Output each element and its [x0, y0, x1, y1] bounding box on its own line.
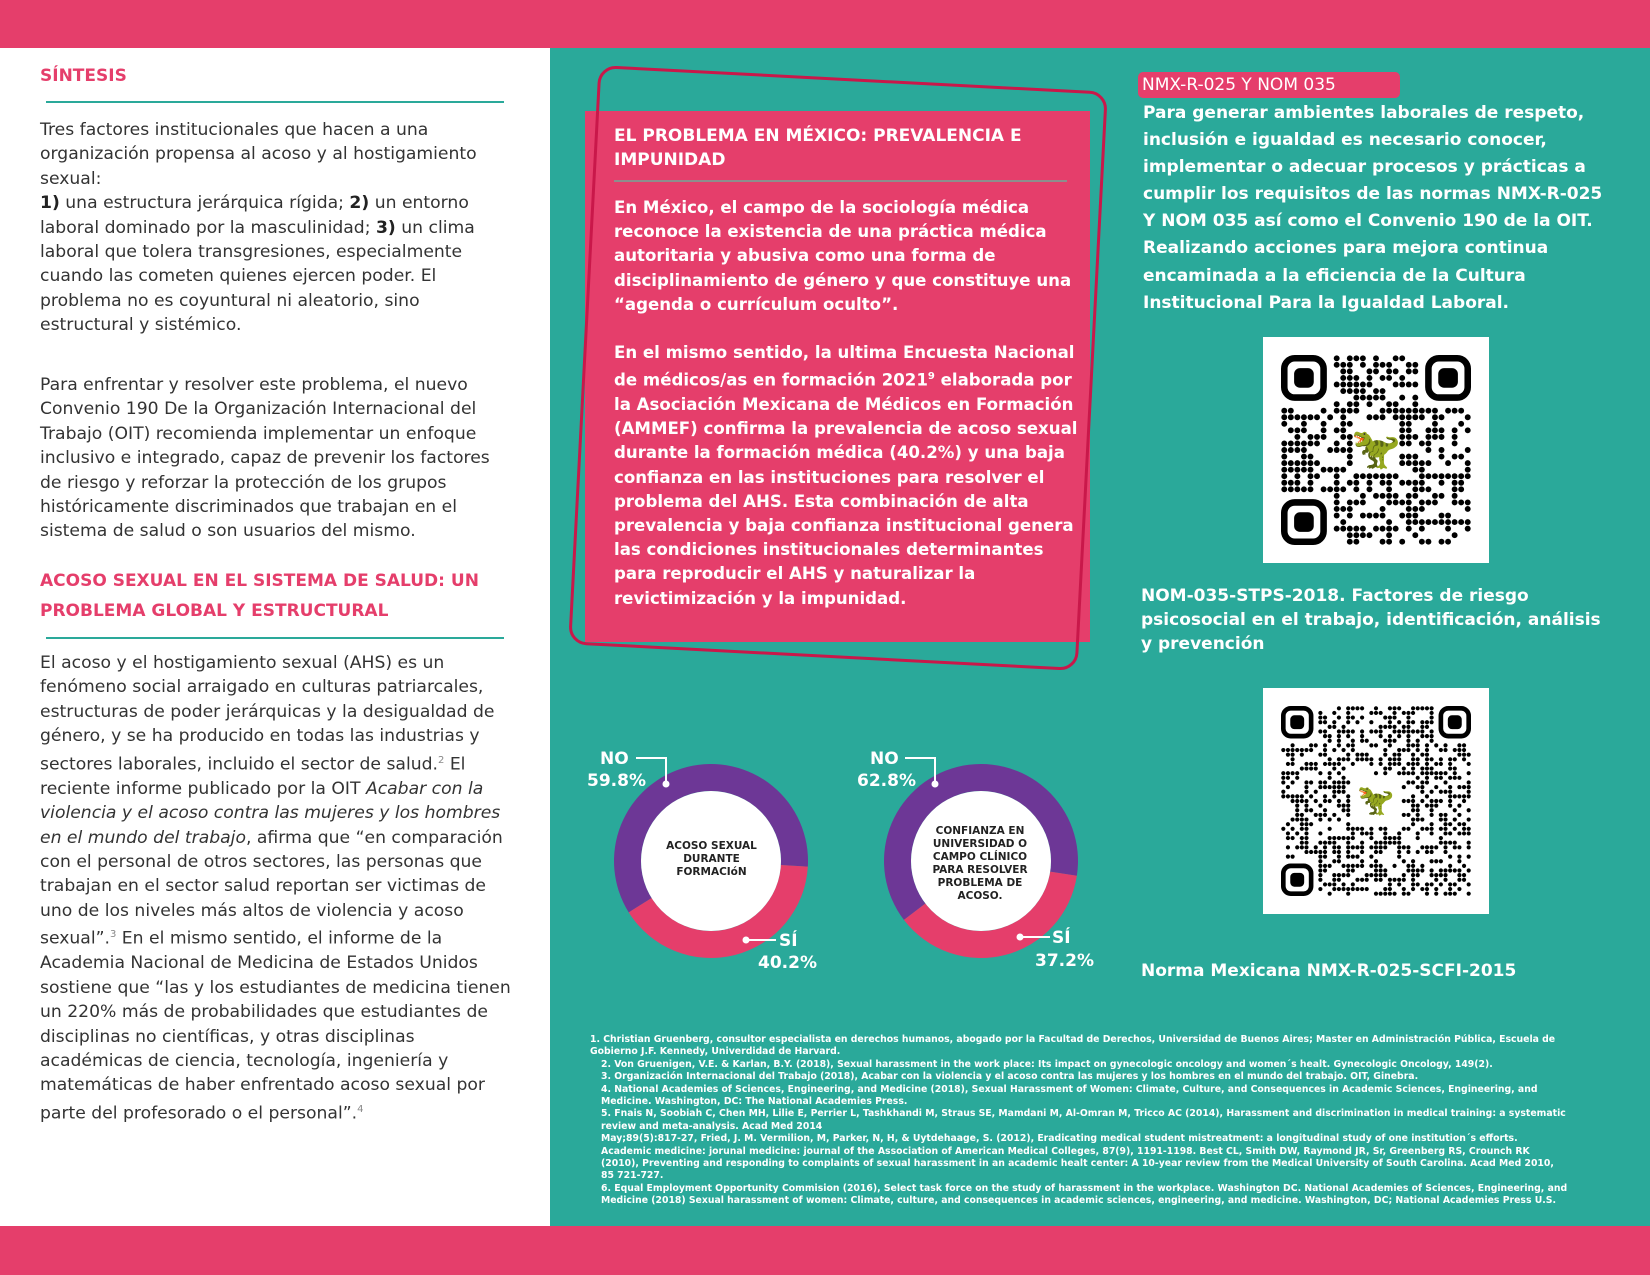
donut-si-value-acoso: 40.2% [758, 953, 817, 973]
qr-finder-pattern [1428, 358, 1467, 397]
footnote-ref-3: 3 [109, 929, 117, 941]
donut-si-value-confianza: 37.2% [1035, 951, 1094, 971]
problem-card-paragraph-1: En México, el campo de la sociología médica reconoce la existencia de una práctica médica autoritaria y abusiva como una forma de disciplinamiento de género y que constituye una “agenda o currículum oculto”. [614, 198, 1072, 314]
qr-code-nom035-graphic [1263, 337, 1489, 563]
norm-tag: NMX-R-025 Y NOM 035 [1138, 72, 1400, 98]
factor-2-number: 2) [349, 193, 370, 214]
acoso-title [40, 566, 479, 626]
references-list [590, 1034, 1570, 1208]
donut-no-value-acoso: 59.8% [587, 771, 646, 791]
qr-finder-pattern [1441, 708, 1469, 736]
qr-finder-pattern [1283, 866, 1311, 894]
donut-si-category-acoso: SÍ [779, 931, 798, 951]
qr-code-nmx025-graphic [1263, 688, 1489, 914]
sintesis-rule [46, 101, 504, 103]
sintesis-intro: Tres factores institucionales que hacen a una organización propensa al acoso y al hostigamiento sexual: [40, 120, 477, 189]
dino-icon: 🦖 [1351, 426, 1401, 472]
donut-center-label-confianza: CONFIANZA EN UNIVERSIDAD O CAMPO CLÍNICO PARA RESOLVER PROBLEMA DE ACOSO. [932, 825, 1028, 902]
factor-3-text: un clima laboral que tolera transgresiones, especialmente cuando las cometen quienes ejercen poder. El problema no es coyuntural ni aleatorio, sino estructural y sistémico. [40, 217, 475, 336]
reference-item: 3. Organización Internacional del Trabajo (2018), Acabar con la violencia y el acoso contra las mujeres y los hombres en el mundo del trabajo. OIT, Ginebra. [601, 1071, 1419, 1083]
acoso-title-line-1: ACOSO SEXUAL EN EL SISTEMA DE SALUD: UN [40, 571, 479, 591]
reference-item: 6. Equal Employment Opportunity Commision (2016), Select task force on the study of harassment in the workplace. Washington DC. National Academies of Sciences, Engineering, and Medicine (2018) Sexual harassment of women: Climate, culture, and consequences in academic sciences, engineering, and medicine. Washington, DC; National Academies Press U.S. [601, 1182, 1568, 1207]
acoso-paragraph [40, 651, 515, 1126]
acoso-text-c: , afirma que “en comparación con el personal de otros sectores, las personas que trabajan en el sector salud reportan ser victimas de uno de los niveles más altos de violencia y acoso sexual”. [40, 827, 503, 949]
donut-si-category-confianza: SÍ [1052, 928, 1071, 948]
sintesis-title: SÍNTESIS [40, 66, 127, 86]
qr-finder-pattern [1283, 708, 1311, 736]
footnote-ref-4: 4 [357, 1103, 364, 1115]
reference-item: May;89(5):817-27, Fried, J. M. Vermilion, M, Parker, N, H, & Uytdehaage, S. (2012), Eradicating medical student mistreatment: a longitudinal study of one institution´s efforts. Academic medicine: jorunal medicine: journal of the Association of American Medical Colleges, 87(9), 1191-1198. Best CL, Smith DW, Raymond JR, Sr, Greenberg RS, Crounch RK (2010), Preventing and responding to complaints of sexual harassment in an academic healt center: A 10-year review from the Medical University of South Carolina. Acad Med 2010, 85 721-727. [601, 1133, 1554, 1182]
qr-code-nom035[interactable] [1263, 337, 1489, 563]
donut-no-category-acoso: NO [600, 749, 629, 769]
donut-center-label-acoso: ACOSO SEXUAL DURANTE FORMACIóN [666, 840, 757, 878]
problem-card-title: EL PROBLEMA EN MÉXICO: PREVALENCIA E IMPUNIDAD [614, 126, 1022, 170]
donut-no-value-confianza: 62.8% [857, 771, 916, 791]
footnote-ref-2: 2 [437, 754, 445, 766]
top-band [0, 0, 1650, 48]
reference-item: 4. National Academies of Sciences, Engineering, and Medicine (2018), Sexual Harassment of Women: Climate, Culture, and Consequences in Academic Sciences, Engineering, and Medicine. Washington, DC: The National Academies Press. [601, 1083, 1538, 1108]
dino-icon: 🦖 [1357, 783, 1395, 818]
reference-item: 5. Fnais N, Soobiah C, Chen MH, Lilie E, Perrier L, Tashkhandi M, Straus SE, Mamdani M, Al-Omran M, Tricco AC (2014), Harassment and discrimination in medical training: a systematic review and meta-analysis. Acad Med 2014 [601, 1108, 1566, 1132]
problem-card-rule [614, 180, 1067, 182]
acoso-rule [46, 637, 504, 639]
qr-finder-pattern [1284, 358, 1323, 397]
bottom-band [0, 1226, 1650, 1275]
footnote-ref-9: 9 [927, 371, 935, 383]
acoso-text-b: El reciente informe publicado por la OIT [40, 754, 466, 799]
factor-1-number: 1) [40, 193, 60, 214]
problem-card-text-b: elaborada por la Asociación Mexicana de Médicos en Formación (AMMEF) confirma la prevalencia de acoso sexual durante la formación médica (40.2%) y una baja confianza en las instituciones para resolver el problema del AHS. Esta combinación de alta prevalencia y baja confianza institucional genera las condiciones institucionales determinantes para reproducir el AHS y naturalizar la revictimización y la impunidad. [614, 370, 1078, 608]
norm-paragraph: Para generar ambientes laborales de respeto, inclusión e igualdad es necesario conocer, implementar o adecuar procesos y prácticas a cumplir los requisitos de las normas NMX-R-025 Y NOM 035 así como el Convenio 190 de la OIT. Realizando acciones para mejora continua encaminada a la eficiencia de la Cultura Institucional Para la Igualdad Laboral. [1143, 103, 1603, 313]
acoso-text-a: El acoso y el hostigamiento sexual (AHS) es un fenómeno social arraigado en culturas patriarcales, estructuras de poder jerárquicas y la desigualdad de género, y se ha producido en todas las industrias y sectores laborales, incluido el sector de salud. [40, 653, 495, 775]
problem-card-text-a: En el mismo sentido, la ultima Encuesta Nacional de médicos/as en formación 2021 [614, 343, 1075, 390]
acoso-title-line-2: PROBLEMA GLOBAL Y ESTRUCTURAL [40, 601, 389, 621]
reference-item: 1. Christian Gruenberg, consultor especialista en derechos humanos, abogado por la Facultad de Derechos, Universidad de Buenos Aires; Master en Administración Pública, Escuela de Gobierno J.F. Kennedy, Univerdidad de Harvard. [590, 1034, 1556, 1058]
qr-caption-nom035: NOM-035-STPS-2018. Factores de riesgo psicosocial en el trabajo, identificación, análisis y prevención [1141, 586, 1601, 654]
donut-no-category-confianza: NO [870, 749, 899, 769]
sintesis-paragraph [40, 118, 515, 338]
qr-caption-nmx025: Norma Mexicana NMX-R-025-SCFI-2015 [1141, 961, 1517, 981]
convenio-paragraph: Para enfrentar y resolver este problema, el nuevo Convenio 190 De la Organización Internacional del Trabajo (OIT) recomienda implementar un enfoque inclusivo e integrado, capaz de prevenir los factores de riesgo y reforzar la protección de los grupos históricamente discriminados que trabajan en el sistema de salud o son usuarios del mismo. [40, 375, 490, 542]
qr-code-nmx025[interactable] [1263, 688, 1489, 914]
factor-3-number: 3) [375, 217, 396, 238]
factor-1-text: una estructura jerárquica rígida; [59, 193, 350, 214]
qr-finder-pattern [1284, 502, 1323, 541]
acoso-text-d: En el mismo sentido, el informe de la Academia Nacional de Medicina de Estados Unidos sostiene que “las y los estudiantes de medicina tienen un 220% más de probabilidades que estudiantes de disciplinas no científicas, y otras disciplinas académicas de ciencia, tecnología, ingeniería y matemáticas de haber enfrentado acoso sexual por parte del profesorado o el personal”. [40, 928, 511, 1124]
oit-report-title: Acabar con la violencia y el acoso contra las mujeres y los hombres en el mundo del trabajo [40, 778, 501, 848]
reference-item: 2. Von Gruenigen, V.E. & Karlan, B.Y. (2018), Sexual harassment in the work place: Its impact on gynecologic oncology and women´s healt. Gynecologic Oncology, 149(2). [601, 1058, 1493, 1070]
factor-2-text: un entorno laboral dominado por la masculinidad; [40, 193, 469, 238]
problem-card-paragraph-2 [614, 341, 1084, 611]
